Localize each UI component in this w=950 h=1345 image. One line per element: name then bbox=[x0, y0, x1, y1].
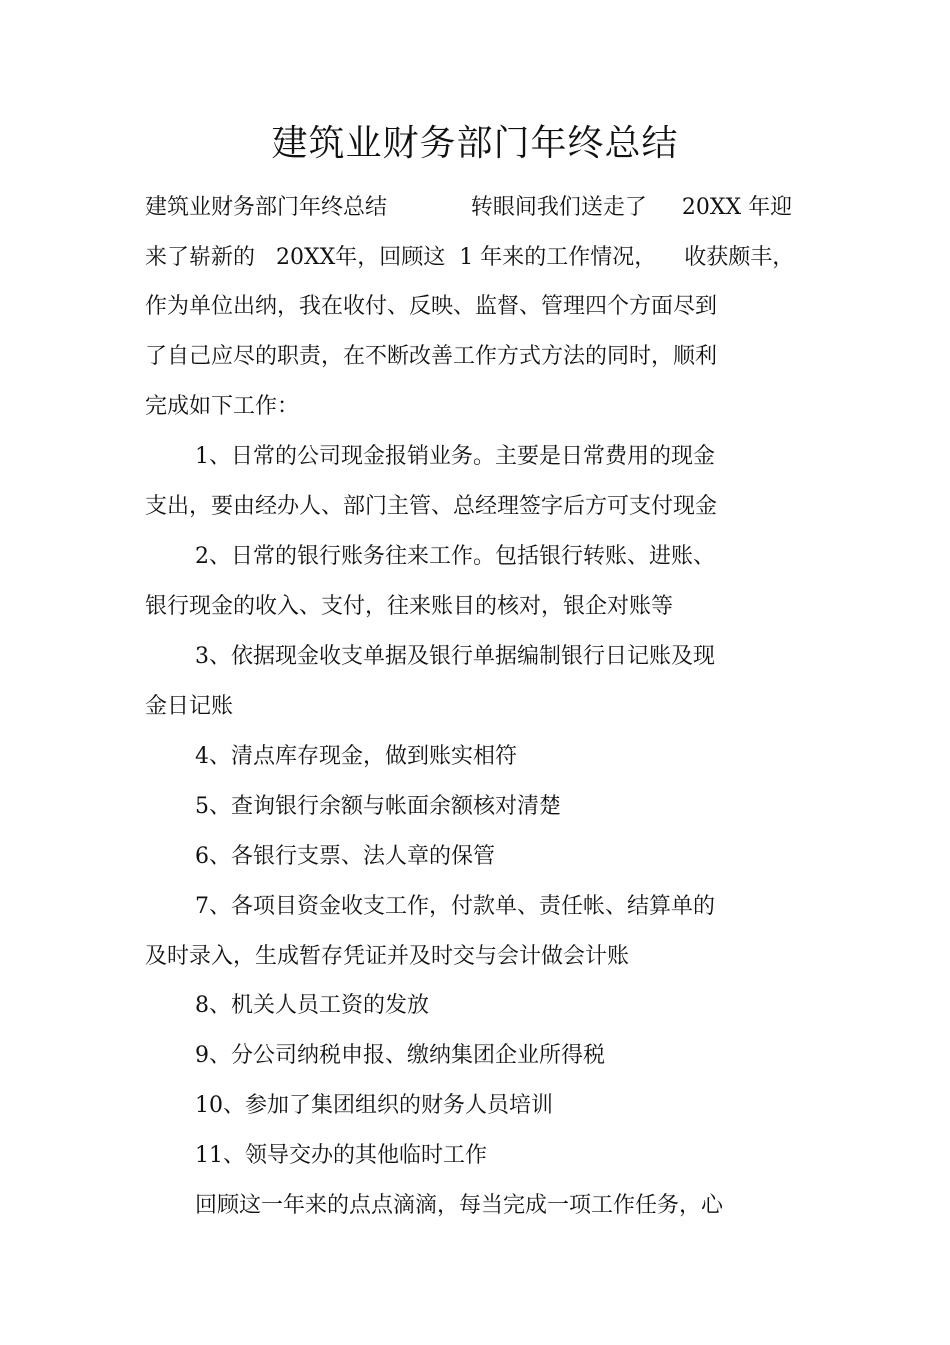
item-10-line: 10、参加了集团组织的财务人员培训 bbox=[195, 1093, 553, 1118]
closing-line: 回顾这一年来的点点滴滴，每当完成一项工作任务，心 bbox=[195, 1193, 724, 1218]
item-4-line: 4、清点库存现金，做到账实相符 bbox=[195, 744, 517, 769]
intro-line-4: 了自己应尽的职责，在不断改善工作方式方法的同时，顺利 bbox=[145, 344, 718, 369]
document-title: 建筑业财务部门年终总结 bbox=[271, 123, 679, 164]
item-7-line-1: 7、各项目资金收支工作，付款单、责任帐、结算单的 bbox=[195, 894, 715, 919]
intro-line-3: 作为单位出纳，我在收付、反映、监督、管理四个方面尽到 bbox=[145, 294, 718, 319]
item-6-line: 6、各银行支票、法人章的保管 bbox=[195, 844, 495, 869]
intro-line-2: 来了崭新的 20XX年，回顾这 1 年来的工作情况， 收获颇丰， bbox=[145, 245, 795, 270]
item-1-line-2: 支出，要由经办人、部门主管、总经理签字后方可支付现金 bbox=[145, 494, 718, 519]
item-11-line: 11、领导交办的其他临时工作 bbox=[195, 1143, 487, 1168]
item-9-line: 9、分公司纳税申报、缴纳集团企业所得税 bbox=[195, 1043, 605, 1068]
item-3-line-1: 3、依据现金收支单据及银行单据编制银行日记账及现 bbox=[195, 644, 715, 669]
item-2-line-1: 2、日常的银行账务往来工作。包括银行转账、进账、 bbox=[195, 544, 715, 569]
item-1-line-1: 1、日常的公司现金报销业务。主要是日常费用的现金 bbox=[195, 444, 715, 469]
item-3-line-2: 金日记账 bbox=[145, 694, 234, 719]
intro-line-1: 建筑业财务部门年终总结 转眼间我们送走了 20XX 年迎 bbox=[145, 195, 793, 220]
item-2-line-2: 银行现金的收入、支付，往来账目的核对，银企对账等 bbox=[145, 594, 674, 619]
intro-line-5: 完成如下工作： bbox=[145, 394, 300, 419]
item-5-line: 5、查询银行余额与帐面余额核对清楚 bbox=[195, 794, 561, 819]
item-8-line: 8、机关人员工资的发放 bbox=[195, 993, 429, 1018]
item-7-line-2: 及时录入，生成暂存凭证并及时交与会计做会计账 bbox=[145, 944, 630, 969]
